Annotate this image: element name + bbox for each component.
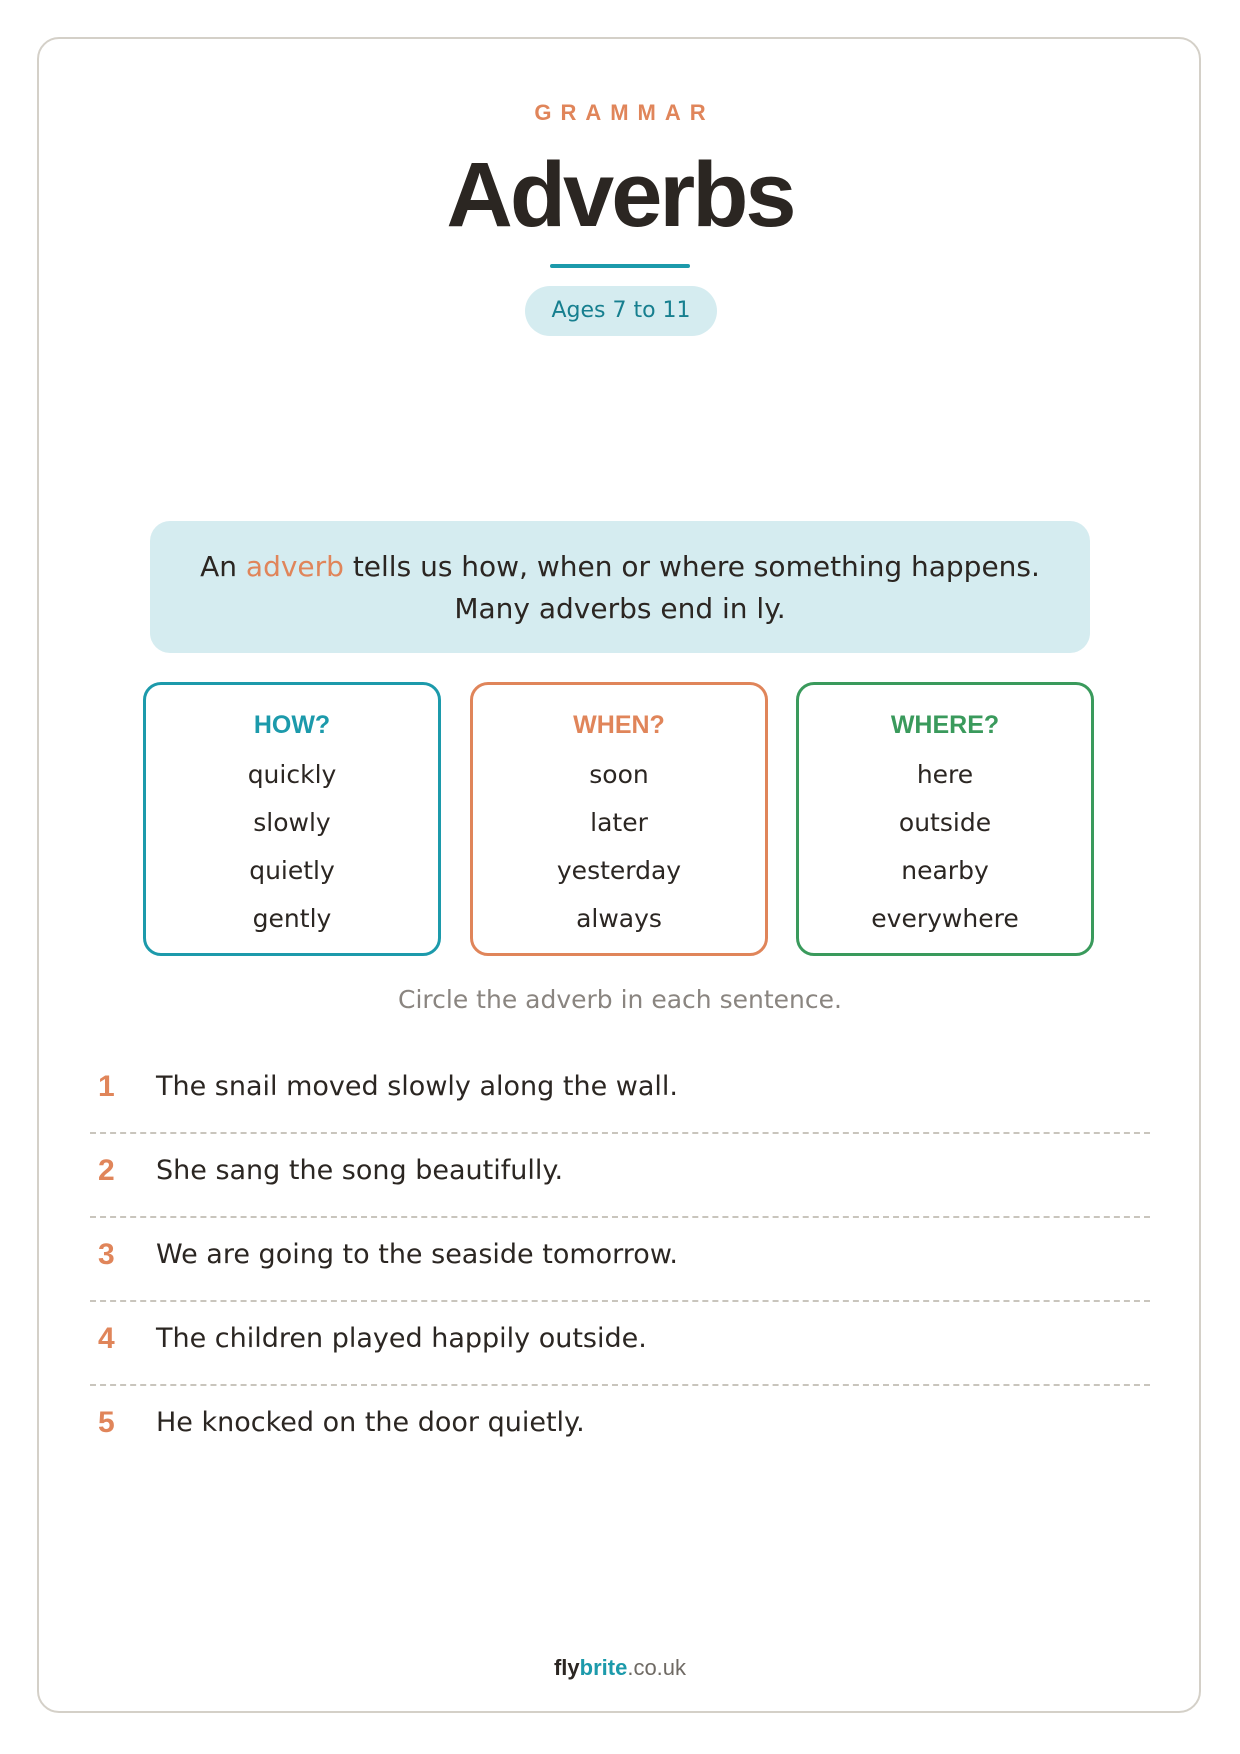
definition-text-before: An: [200, 550, 246, 583]
question-row: [90, 1134, 1150, 1218]
page-title: Adverbs: [446, 144, 794, 246]
category-card-how: [143, 682, 441, 956]
category-word: slowly: [253, 808, 331, 837]
question-number: 4: [98, 1322, 115, 1355]
category-word: nearby: [901, 856, 989, 885]
brand-name-part1: fly: [553, 1655, 580, 1680]
question-sentence[interactable]: The snail moved slowly along the wall.: [156, 1071, 678, 1102]
category-word: yesterday: [556, 856, 682, 885]
category-word: soon: [589, 760, 649, 789]
category-word: outside: [898, 808, 992, 837]
category-word: later: [590, 808, 648, 837]
question-sentence[interactable]: We are going to the seaside tomorrow.: [156, 1239, 679, 1270]
definition-box: [150, 521, 1090, 653]
category-card-when: [470, 682, 768, 956]
category-heading: WHEN?: [573, 711, 665, 739]
instruction-text: Circle the adverb in each sentence.: [398, 985, 842, 1014]
definition-line-1: [150, 546, 1090, 588]
question-number: 3: [98, 1238, 115, 1271]
category-heading: WHERE?: [890, 711, 1000, 739]
category-heading: HOW?: [253, 711, 331, 739]
question-row: [90, 1050, 1150, 1134]
question-number: 2: [98, 1154, 115, 1187]
age-badge: Ages 7 to 11: [525, 286, 717, 336]
definition-line-2: Many adverbs end in ly.: [454, 592, 786, 625]
brand-name-part2: brite: [579, 1655, 628, 1680]
footer-brand[interactable]: [0, 1655, 1240, 1681]
title-underline: [550, 264, 690, 268]
question-sentence[interactable]: She sang the song beautifully.: [156, 1155, 564, 1186]
brand-domain: .co.uk: [627, 1655, 687, 1680]
category-word: always: [576, 904, 662, 933]
category-word-list: [473, 751, 765, 943]
category-word: quietly: [249, 856, 335, 885]
category-word-list: [146, 751, 438, 943]
category-word-list: [799, 751, 1091, 943]
question-row: [90, 1386, 1150, 1470]
question-row: [90, 1302, 1150, 1386]
question-row: [90, 1218, 1150, 1302]
category-word: quickly: [247, 760, 337, 789]
question-number: 1: [98, 1070, 115, 1103]
category-word: here: [916, 760, 974, 789]
category-card-where: [796, 682, 1094, 956]
subject-label: GRAMMAR: [534, 100, 715, 125]
question-number: 5: [98, 1406, 115, 1439]
question-sentence[interactable]: He knocked on the door quietly.: [156, 1407, 585, 1438]
category-word: gently: [252, 904, 332, 933]
question-sentence[interactable]: The children played happily outside.: [156, 1323, 647, 1354]
definition-highlight: adverb: [245, 550, 344, 583]
definition-text-after: tells us how, when or where something happens.: [343, 550, 1040, 583]
question-list: [90, 1050, 1150, 1470]
category-word: everywhere: [871, 904, 1019, 933]
